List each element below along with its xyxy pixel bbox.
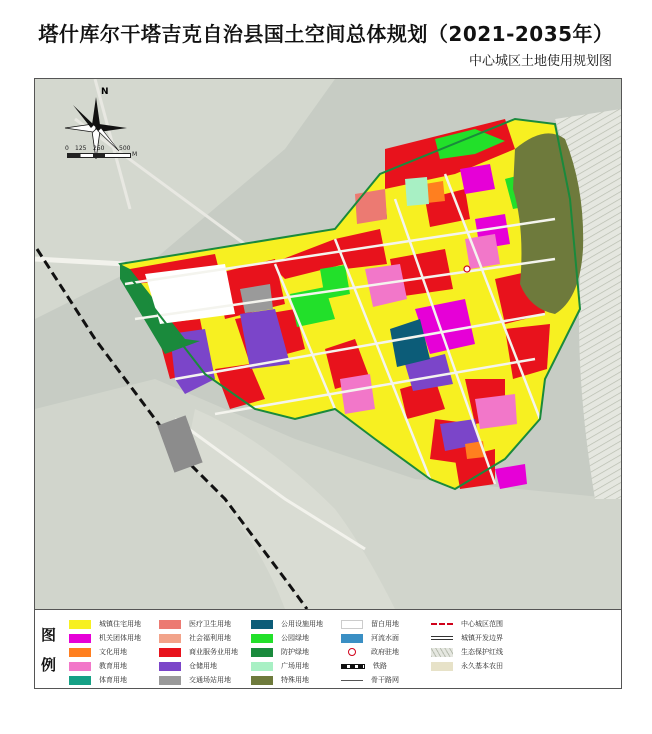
legend-item: 教育用地 <box>69 660 127 672</box>
legend-swatch <box>69 676 91 685</box>
legend-swatch <box>159 648 181 657</box>
legend-swatch <box>159 620 181 629</box>
scale-unit: M <box>132 151 138 158</box>
legend-swatch <box>69 648 91 657</box>
land-parcel <box>405 177 429 206</box>
legend-item: 文化用地 <box>69 646 127 658</box>
legend-item: 永久基本农田 <box>431 660 503 672</box>
legend-swatch <box>251 676 273 685</box>
legend-title-2: 例 <box>41 656 57 674</box>
land-parcel <box>475 394 517 429</box>
legend-swatch <box>69 634 91 643</box>
government-seat-icon <box>464 266 470 272</box>
legend-item: 防护绿地 <box>251 646 309 658</box>
legend-item: 政府驻地 <box>341 646 399 658</box>
legend-item: 体育用地 <box>69 674 127 686</box>
land-parcel <box>340 374 375 414</box>
legend-item: 广场用地 <box>251 660 309 672</box>
legend-swatch <box>69 662 91 671</box>
map-subtitle: 中心城区土地使用规划图 <box>468 54 612 69</box>
legend-item: 公用设施用地 <box>251 618 323 630</box>
legend-item: 公园绿地 <box>251 632 309 644</box>
government-seat-icon <box>341 648 363 657</box>
trunk-road-icon <box>341 680 363 681</box>
legend-swatch <box>341 634 363 643</box>
land-parcel <box>320 265 350 299</box>
eco-redline-icon <box>431 648 453 657</box>
legend-item: 留白用地 <box>341 618 399 630</box>
scale-tick-500: 500 <box>119 145 131 152</box>
legend-item: 生态保护红线 <box>431 646 503 658</box>
legend-swatch <box>159 676 181 685</box>
legend-item: 交通场站用地 <box>159 674 231 686</box>
legend-item: 特殊用地 <box>251 674 309 686</box>
legend-item: 医疗卫生用地 <box>159 618 231 630</box>
map-title: 塔什库尔干塔吉克自治县国土空间总体规划（2021-2035年） <box>38 22 614 46</box>
legend-swatch <box>159 662 181 671</box>
legend-item: 骨干路网 <box>341 674 399 686</box>
development-boundary-icon <box>431 636 453 640</box>
city-boundary-icon <box>431 623 453 625</box>
legend-item: 铁路 <box>341 660 387 672</box>
north-label: N <box>101 87 109 97</box>
scale-tick-250: 250 <box>93 145 105 152</box>
scale-tick-0: 0 <box>65 145 69 152</box>
land-parcel <box>460 164 495 194</box>
legend-swatch <box>431 662 453 671</box>
legend-item: 河流水面 <box>341 632 399 644</box>
legend-item: 城镇住宅用地 <box>69 618 141 630</box>
legend-item: 机关团体用地 <box>69 632 141 644</box>
map-frame <box>34 78 622 610</box>
legend-item: 城镇开发边界 <box>431 632 503 644</box>
land-parcel <box>355 189 387 224</box>
legend-item: 中心城区范围 <box>431 618 503 630</box>
scale-bar <box>67 153 131 158</box>
land-parcel <box>240 284 273 313</box>
legend-swatch <box>251 662 273 671</box>
legend-title-1: 图 <box>41 626 57 644</box>
legend-item: 社会福利用地 <box>159 632 231 644</box>
scale-tick-125: 125 <box>75 145 87 152</box>
legend-swatch <box>251 634 273 643</box>
legend-swatch <box>251 648 273 657</box>
legend-swatch <box>69 620 91 629</box>
legend-item: 商业服务业用地 <box>159 646 238 658</box>
legend <box>34 610 622 689</box>
legend-swatch <box>341 620 363 629</box>
legend-swatch <box>251 620 273 629</box>
railway-icon <box>341 664 365 669</box>
legend-item: 仓储用地 <box>159 660 217 672</box>
legend-swatch <box>159 634 181 643</box>
